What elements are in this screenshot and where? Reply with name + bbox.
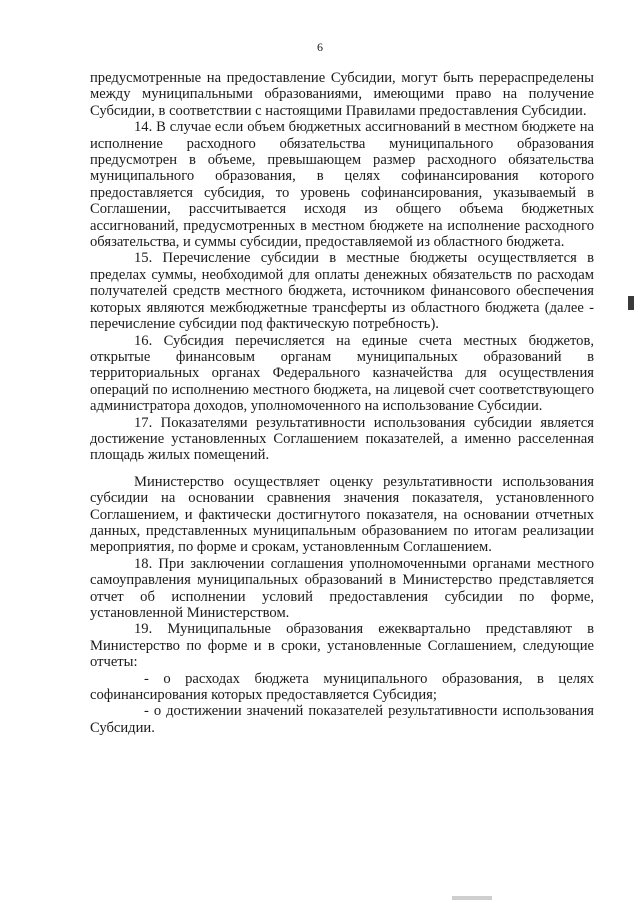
paragraph-17: 17. Показателями результативности использования субсидии является достижение установленных Соглашением показателей, а именно расселенная площадь жилых помещений. <box>90 414 594 464</box>
page-number: 6 <box>317 40 323 54</box>
paragraph-16: 16. Субсидия перечисляется на единые счета местных бюджетов, открытые финансовым органам муниципальных образований в территориальных органах Федерального казначейства для осуществления операций по исполнению местного бюджета, на лицевой счет соответствующего администратора доходов, уполномоченного на использование Субсидии. <box>90 332 594 415</box>
paragraph-14: 14. В случае если объем бюджетных ассигнований в местном бюджете на исполнение расходного обязательства муниципального образования предусмотрен в объеме, превышающем размер расходного обязательства муниципального образования, в целях софинансирования которого предоставляется субсидия, то уровень софинансирования, указываемый в Соглашении, рассчитывается исходя из общего объема бюджетных ассигнований, предусмотренных в местном бюджете на исполнение расходного обязательства, и суммы субсидии, предоставляемой из областного бюджета. <box>90 119 594 251</box>
paragraph-18: 18. При заключении соглашения уполномоченными органами местного самоуправления муниципальных образований в Министерство представляется отчет об исполнении условий предоставления субсидии по форме, установленной Министерством. <box>90 555 594 621</box>
paragraph-continuation: предусмотренные на предоставление Субсидии, могут быть перераспределены между муниципальными образованиями, имеющими право на получение Субсидии, в соответствии с настоящими Правилами предоставления Субсидии. <box>90 70 594 119</box>
paragraph-19: 19. Муниципальные образования ежеквартально представляют в Министерство по форме и в сроки, установленные Соглашением, следующие отчеты: <box>90 621 594 671</box>
scan-smudge <box>452 896 492 900</box>
list-item-indicators-report: - о достижении значений показателей результативности использования Субсидии. <box>90 703 594 736</box>
paragraph-15: 15. Перечисление субсидии в местные бюджеты осуществляется в пределах суммы, необходимой для оплаты денежных обязательств по расходам получателей средств местного бюджета, источником финансового обеспечения которых являются межбюджетные трансферты из областного бюджета (далее - перечисление субсидии под фактическую потребность). <box>90 250 594 333</box>
document-body <box>90 70 594 736</box>
list-item-expenses-report: - о расходах бюджета муниципального образования, в целях софинансирования которых предоставляется Субсидия; <box>90 670 594 704</box>
paragraph-ministry-evaluation: Министерство осуществляет оценку результативности использования субсидии на основании сравнения значения показателя, установленного Соглашением, и фактически достигнутого показателя, на основании отчетных данных, представленных муниципальным образованием по итогам реализации мероприятия, по форме и срокам, установленным Соглашением. <box>90 473 594 556</box>
scan-mark <box>628 296 634 310</box>
